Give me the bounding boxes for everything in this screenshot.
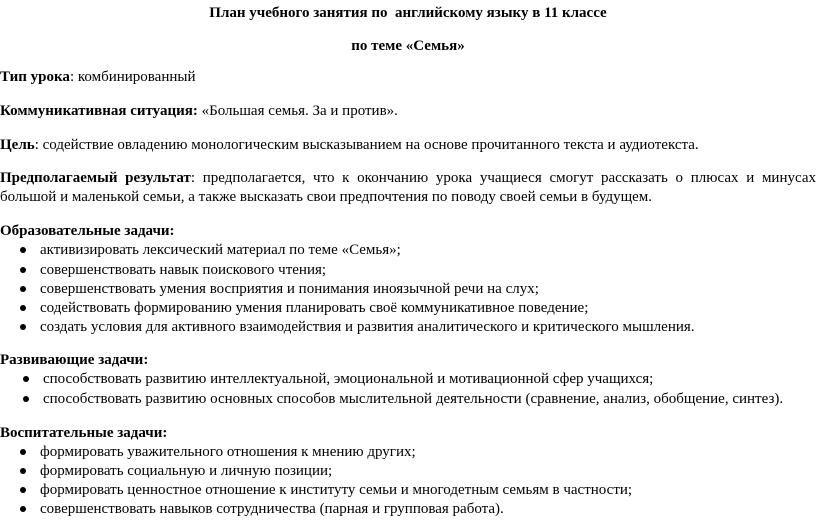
- lesson-type-label: Тип урока: [0, 69, 70, 85]
- bullet-icon: [20, 324, 26, 330]
- goal-label: Цель: [0, 137, 35, 153]
- goal-value: : содействие овладению монологическим высказыванием на основе прочитанного текста и аудиотекста.: [34, 137, 699, 153]
- bullet-icon: [20, 506, 26, 512]
- lesson-type-line: [0, 68, 816, 86]
- communicative-situation-line: [0, 102, 816, 120]
- expected-result-label: Предполагаемый результат: [0, 170, 191, 186]
- bullet-icon: [20, 487, 26, 493]
- communicative-situation-value: «Большая семья. За и против».: [197, 103, 398, 119]
- developing-tasks-heading: Развивающие задачи:: [0, 352, 149, 368]
- bullet-icon: [20, 468, 26, 474]
- bullet-icon: [20, 247, 26, 253]
- educational-tasks-heading: Образовательные задачи:: [0, 223, 175, 239]
- expected-result-line-2: большой и маленькой семьи, а также высказать свои предпочтения по поводу своей семьи в будущем.: [0, 189, 653, 205]
- document-title-line-1: План учебного занятия по английскому языку в 11 классе: [209, 5, 607, 21]
- lesson-type-value: : комбинированный: [69, 69, 196, 85]
- communicative-situation-label: Коммуникативная ситуация:: [0, 103, 198, 119]
- expected-result-value-1: : предполагается, что к окончанию урока учащиеся смогут рассказать о плюсах и минусах: [190, 170, 816, 186]
- expected-result-line-1: [0, 169, 816, 187]
- upbringing-tasks-heading: Воспитательные задачи:: [0, 425, 168, 441]
- bullet-icon: [23, 376, 29, 382]
- document-page: План учебного занятия по английскому языку в 11 классе по теме «Семья» Тип урока: комбинированный Коммуникативная ситуация: «Большая семья. За и против». Цель: содействие овладению монологическим высказыванием на основе прочитанного текста и аудиотекста. Предполагаемый результат: предполагается, что к окончанию урока учащиеся смогут рассказать о плюсах и минусах большой и маленькой семьи, а также высказать свои предпочтения по поводу своей семьи в будущем. Образовательные задачи: активизировать лексический материал по теме «Семья»; совершенствовать навык поискового чтения; совершенствовать умения восприятия и понимания иноязычной речи на слух; содействовать формированию умения планировать своё коммуникативное поведение; создать условия для активного взаимодействия и развития аналитического и критического мышления. Развивающие задачи: способствовать развитию интеллектуальной, эмоциональной и мотивационной сфер учащихся; способствовать развитию основных способов мыслительной деятельности (сравнение, анализ, обобщение, синтез). Воспитательные задачи: формировать уважительного отношения к мнению других; формировать социальную и личную позиции; формировать ценностное отношение к институту семьи и многодетным семьям в частности; совершенствовать навыков сотрудничества (парная и групповая работа).: [0, 5, 816, 517]
- bullet-icon: [20, 286, 26, 292]
- document-title-line-2: по теме «Семья»: [351, 38, 465, 54]
- bullet-icon: [20, 305, 26, 311]
- bullet-icon: [20, 267, 26, 273]
- bullet-icon: [20, 449, 26, 455]
- goal-line: [0, 136, 816, 154]
- bullet-icon: [23, 396, 29, 402]
